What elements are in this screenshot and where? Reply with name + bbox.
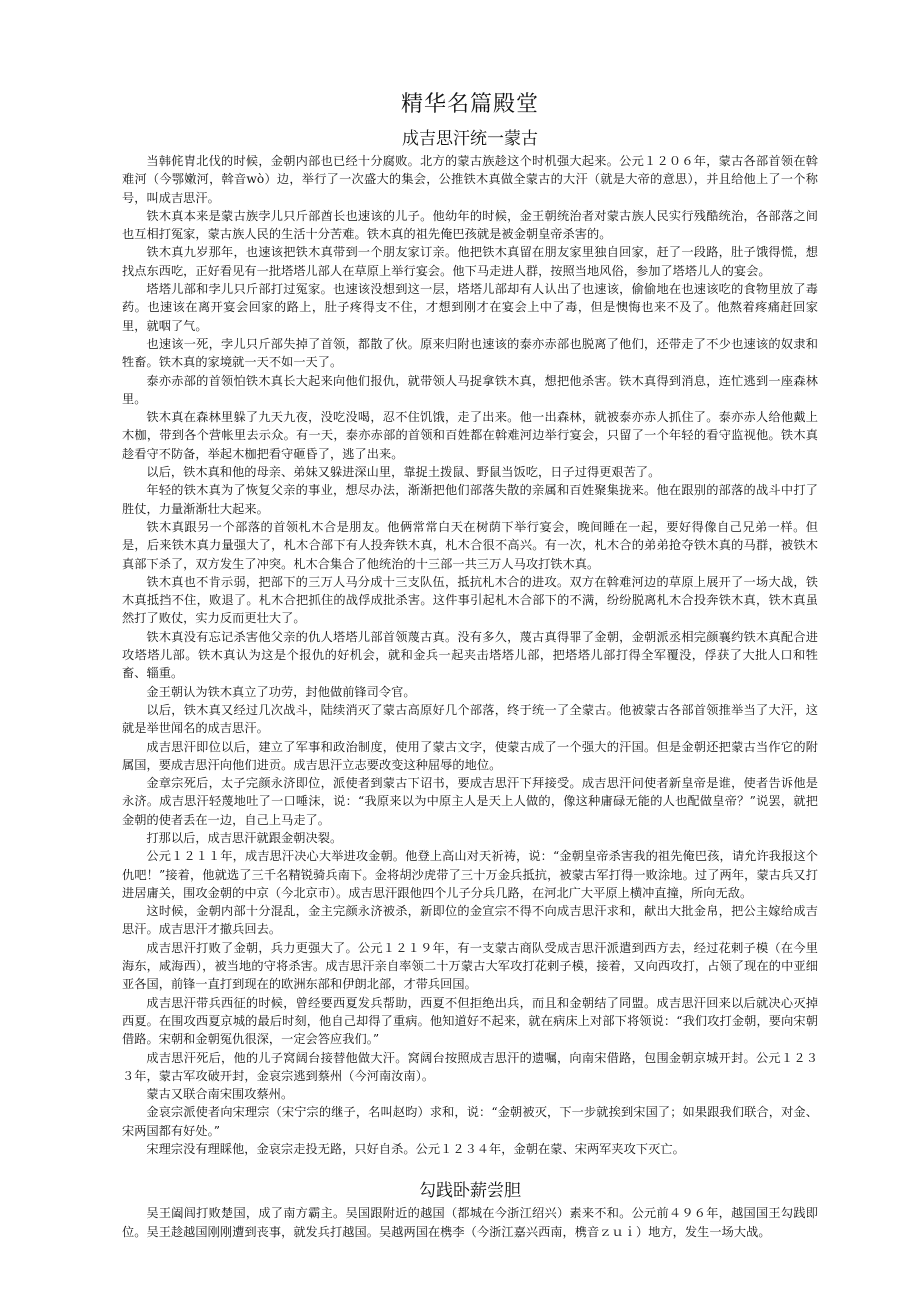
paragraph: 铁木真也不肯示弱，把部下的三万人马分成十三支队伍，抵抗札木合的进攻。双方在斡难河边的草原上展开了一场大战，铁木真抵挡不住，败退了。札木合把抓住的战俘成批杀害。这件事引起札木合部下的不满，纷纷脱离札木合投奔铁木真，铁木真虽然打了败仗，实力反而更壮大了。 bbox=[122, 574, 818, 626]
section-body bbox=[122, 152, 818, 1158]
document-title: 精华名篇殿堂 bbox=[400, 92, 539, 117]
section-goujian bbox=[122, 1180, 818, 1241]
paragraph: 也速该一死，孛儿只斤部失掉了首领，都散了伙。原来归附也速该的泰亦赤部也脱离了他们，还带走了不少也速该的奴隶和牲畜。铁木真的家境就一天不如一天了。 bbox=[122, 336, 818, 370]
paragraph: 金哀宗派使者向宋理宗（宋宁宗的继子，名叫赵昀）求和，说：“金朝被灭，下一步就挨到宋国了；如果跟我们联合，对金、宋两国都有好处。” bbox=[122, 1105, 818, 1138]
paragraph: 成吉思汗死后，他的儿子窝阔台接替他做大汗。窝阔台按照成吉思汗的遗嘱，向南宋借路，包围金朝京城开封。公元１２３３年，蒙古军攻破开封，金哀宗逃到蔡州（今河南汝南）。 bbox=[122, 1050, 818, 1083]
paragraph: 成吉思汗打败了金朝，兵力更强大了。公元１２１９年，有一支蒙古商队受成吉思汗派遣到西方去，经过花剌子模（在今里海东，咸海西），被当地的守将杀害。成吉思汗亲自率领二十万蒙古大军攻打花剌子模，接着，又向西攻打，占领了现在的中亚细亚各国，前锋一直打到现在的欧洲东部和伊朗北部，才带兵回国。 bbox=[122, 940, 818, 992]
document-page bbox=[122, 0, 818, 1241]
section-title: 勾践卧薪尝胆 bbox=[419, 1181, 521, 1202]
paragraph: 成吉思汗即位以后，建立了军事和政治制度，使用了蒙古文字，使蒙古成了一个强大的汗国。但是金朝还把蒙古当作它的附属国，要成吉思汗向他们进贡。成吉思汗立志要改变这种屈辱的地位。 bbox=[122, 739, 818, 772]
paragraph: 以后，铁木真又经过几次战斗，陆续消灭了蒙古高原好几个部落，终于统一了全蒙古。他被蒙古各部首领推举当了大汗，这就是举世闻名的成吉思汗。 bbox=[122, 702, 818, 736]
section-title: 成吉思汗统一蒙古 bbox=[402, 129, 538, 149]
paragraph: 铁木真在森林里躲了九天九夜，没吃没喝，忍不住饥饿，走了出来。他一出森林，就被泰亦赤人抓住了。泰亦赤人给他戴上木枷，带到各个营帐里去示众。有一天，泰亦赤部的首领和百姓都在斡难河边举行宴会，只留了一个年轻的看守监视他。铁木真趁看守不防备，举起木枷把看守砸昏了，逃了出来。 bbox=[122, 410, 818, 461]
paragraph: 以后，铁木真和他的母亲、弟妹又躲进深山里，靠捉土拨鼠、野鼠当饭吃，日子过得更艰苦了。 bbox=[146, 465, 661, 480]
paragraph: 当韩侂胄北伐的时候，金朝内部也已经十分腐败。北方的蒙古族趁这个时机强大起来。公元１２０６年，蒙古各部首领在斡难河（今鄂嫩河，斡音wò）边，举行了一次盛大的集会，公推铁木真做全蒙古的大汗（就是大帝的意思），并且给他上了一个称号，叫成吉思汗。 bbox=[122, 154, 818, 205]
paragraph: 年轻的铁木真为了恢复父亲的事业，想尽办法，渐渐把他们部落失散的亲属和百姓聚集拢来。他在跟别的部落的战斗中打了胜仗，力量渐渐壮大起来。 bbox=[122, 483, 818, 516]
paragraph: 打那以后，成吉思汗就跟金朝决裂。 bbox=[146, 830, 343, 845]
paragraph: 成吉思汗带兵西征的时候，曾经要西夏发兵帮助，西夏不但拒绝出兵，而且和金朝结了同盟。成吉思汗回来以后就决心灭掉西夏。在围攻西夏京城的最后时刻，他自己却得了重病。他知道好不起来，就在病床上对部下将领说：“我们攻打金朝，要向宋朝借路。宋朝和金朝冤仇很深，一定会答应我们。” bbox=[122, 995, 818, 1047]
paragraph: 蒙古又联合南宋围攻蔡州。 bbox=[146, 1087, 294, 1102]
paragraph: 宋理宗没有理睬他，金哀宗走投无路，只好自杀。公元１２３４年，金朝在蒙、宋两军夹攻下灭亡。 bbox=[146, 1142, 685, 1157]
section-genghis-khan bbox=[122, 128, 818, 1158]
paragraph: 金章宗死后，太子完颜永济即位，派使者到蒙古下诏书，要成吉思汗下拜接受。成吉思汗问使者新皇帝是谁，使者告诉他是永济。成吉思汗轻蔑地吐了一口唾沫，说：“我原来以为中原主人是天上人做的，像这种庸碌无能的人也配做皇帝？”说罢，就把金朝的使者丢在一边，自己上马走了。 bbox=[122, 776, 818, 827]
section-body bbox=[122, 1204, 818, 1241]
paragraph: 铁木真九岁那年，也速该把铁木真带到一个朋友家订亲。他把铁木真留在朋友家里独自回家，赶了一段路，肚子饿得慌，想找点东西吃，正好看见有一批塔塔儿部人在草原上举行宴会。他下马走进人群，按照当地风俗，参加了塔塔儿人的宴会。 bbox=[122, 245, 818, 278]
paragraph: 铁木真本来是蒙古族孛儿只斤部酋长也速该的儿子。他幼年的时候，金王朝统治者对蒙古族人民实行残酷统治，各部落之间也互相打冤家，蒙古族人民的生活十分苦难。铁木真的祖先俺巴孩就是被金朝皇帝杀害的。 bbox=[122, 208, 818, 242]
paragraph: 吴王阖闾打败楚国，成了南方霸主。吴国跟附近的越国（都城在今浙江绍兴）素来不和。公元前４９６年，越国国王勾践即位。吴王趁越国刚刚遭到丧事，就发兵打越国。吴越两国在槜李（今浙江嘉兴西南，槜音ｚｕｉ）地方，发生一场大战。 bbox=[122, 1206, 818, 1239]
paragraph: 金王朝认为铁木真立了功劳，封他做前锋司令官。 bbox=[146, 684, 416, 699]
paragraph: 铁木真没有忘记杀害他父亲的仇人塔塔儿部首领蔑古真。没有多久，蔑古真得罪了金朝，金朝派丞相完颜襄约铁木真配合进攻塔塔儿部。铁木真认为这是个报仇的好机会，就和金兵一起夹击塔塔儿部，把塔塔儿部打得全军覆没，俘获了大批人口和牲畜、辎重。 bbox=[122, 629, 818, 681]
paragraph: 塔塔儿部和孛儿只斤部打过冤家。也速该没想到这一层，塔塔儿部却有人认出了也速该，偷偷地在也速该吃的食物里放了毒药。也速该在离开宴会回家的路上，肚子疼得支不住，才想到刚才在宴会上中了毒，但是懊悔也来不及了。他熬着疼痛赶回家里，就咽了气。 bbox=[122, 282, 818, 333]
paragraph: 这时候，金朝内部十分混乱，金主完颜永济被杀，新即位的金宣宗不得不向成吉思汗求和，献出大批金帛，把公主嫁给成吉思汗。成吉思汗才撤兵回去。 bbox=[122, 904, 818, 937]
paragraph: 泰亦赤部的首领怕铁木真长大起来向他们报仇，就带领人马捉拿铁木真，想把他杀害。铁木真得到消息，连忙逃到一座森林里。 bbox=[122, 373, 818, 406]
paragraph: 铁木真跟另一个部落的首领札木合是朋友。他俩常常白天在树荫下举行宴会，晚间睡在一起，要好得像自己兄弟一样。但是，后来铁木真力量强大了，札木合部下有人投奔铁木真，札木合很不高兴。有一次，札木合的弟弟抢夺铁木真的马群，被铁木真部下杀了，双方发生了冲突。札木合集合了他统治的十三部一共三万人马攻打铁木真。 bbox=[122, 519, 818, 571]
paragraph: 公元１２１１年，成吉思汗决心大举进攻金朝。他登上高山对天祈祷，说：“金朝皇帝杀害我的祖先俺巴孩，请允许我报这个仇吧！”接着，他就选了三千名精锐骑兵南下。金将胡沙虎带了三十万金兵抵抗，被蒙古军打得一败涂地。过了两年，蒙古兵又打进居庸关，围攻金朝的中京（今北京市）。成吉思汗跟他四个儿子分兵几路，在河北广大平原上横冲直撞，所向无敌。 bbox=[122, 849, 818, 900]
